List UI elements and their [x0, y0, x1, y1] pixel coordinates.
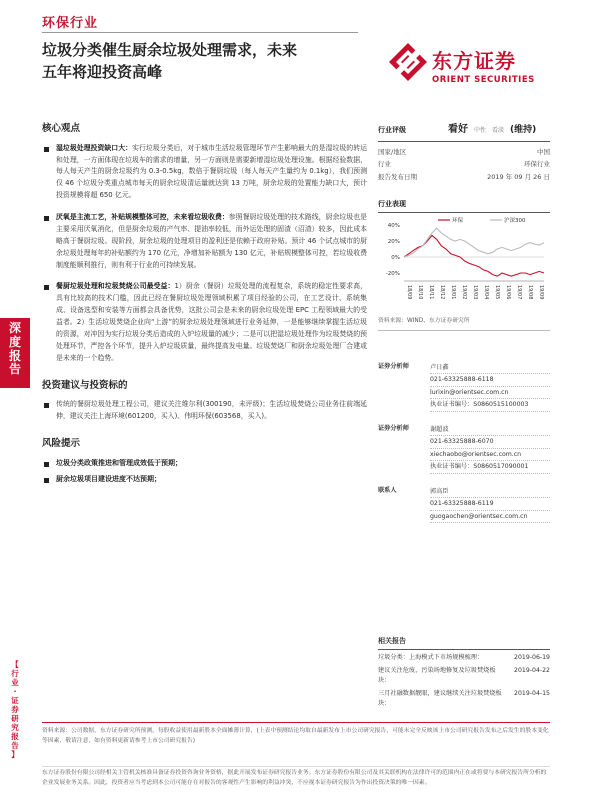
- advice-bullet: 传统的餐厨垃圾处理工程公司，建议关注维尔利(300190，未评级)；生活垃圾焚烧公司业务往前端延伸，建议关注上海环境(601200，买入)、伟明环保(603568，买入)。: [42, 399, 367, 423]
- y-tick-label: 20%: [387, 238, 400, 245]
- x-tick-label: 18/10: [417, 284, 423, 300]
- core-bullet-3: 餐厨垃圾处理和垃圾焚烧公司最受益：1）厨余（餐厨）垃圾处理的流程复杂，系统的稳定性要求高，具有比较高的技术门槛，因此已经在餐厨垃圾处理领域积累了项目经验的公司，在工艺设计、系统集成、设备选型和安装等方面都会具备优势，这批公司会是未来的厨余垃圾处理 EPC 工程领域最大的受益者。2）生活垃圾焚烧企业向“上游”的厨余垃圾处理领域进行业务延伸，一是能够继续掌握生活垃圾的资源，对冲因为实行垃圾分类后造成的入炉垃圾量的减少；二是可以把湿垃圾处理作为垃圾焚烧的预处理环节，严控各个环节，提升入炉垃圾质量，最终提高发电量。垃圾焚烧厂和厨余垃圾处理厂合建或是未来的一个趋势。: [42, 281, 367, 364]
- kv-industry: 行业 环保行业: [378, 160, 550, 169]
- x-tick-label: 18/11: [428, 284, 434, 300]
- core-bullet-2: 厌氧是主流工艺，补贴规模整体可控，未来看垃圾收费：参照餐厨垃圾处理的技术路线，厨余垃圾也是主要采用厌氧消化，但是厨余垃圾的产气率、提油率较低，而外运处理的固渣（沼渣）较多，因此成本略高于餐厨垃圾。现阶段，厨余垃圾的处理项目的盈利还是依赖于政府补贴。预计 46 个试点城市的厨余垃圾处理每年的补贴额约为 170 亿元，净增加补贴额为 130 亿元，补贴规模整体可控，若垃圾收费制度能顺利推行，则有利于行业的可持续发展。: [42, 212, 367, 271]
- y-tick-label: 0%: [391, 254, 400, 261]
- y-tick-label: 40%: [387, 222, 400, 229]
- page-title: 垃圾分类催生厨余垃圾处理需求，未来 五年将迎投资高峰: [42, 41, 298, 81]
- x-tick-label: 19/06: [505, 284, 511, 300]
- legend-label-0: 环保: [452, 217, 464, 224]
- bottom-note: 东方证券股份有限公司经相关主管机关核准具备证券投资咨询业务资格，据此开展发布证券研究报告业务。东方证券股份有限公司及其关联机构在法律许可的范围内正在或将要与本研究报告所分析的企业发展业务关系。因此，投资者应当考虑到本公司可能存在对报告的客观性产生影响的利益冲突，不应视本证券研究报告为作出投资决策的唯一因素。: [42, 766, 550, 788]
- x-tick-label: 19/09: [538, 284, 544, 300]
- header-divider: [42, 32, 358, 33]
- rating-value: 看好: [448, 124, 468, 135]
- contact: 联系人 郭高臣 021-63325888-6119 guogaochen@orientsec.com.cn: [378, 486, 550, 523]
- risk-item-2: 厨余垃圾项目建设进度不达预期；: [42, 474, 367, 485]
- analyst-2: 证券分析师 谢超波 021-63325888-6070 xiechaobo@orientsec.com.cn 执业证书编号：S0860517090001: [378, 424, 550, 474]
- rating-row: 行业评级 看好 中性 看淡 (维持): [378, 122, 550, 142]
- y-tick-label: -20%: [385, 270, 400, 277]
- series-line-1: [404, 228, 544, 257]
- main-column: [42, 122, 367, 489]
- industry-tag: 环保行业: [42, 16, 99, 31]
- legend-label-1: 沪深300: [504, 217, 526, 224]
- analyst-block: [378, 362, 550, 535]
- orient-securities-logo: [388, 38, 563, 98]
- risk-section-title: 风险提示: [42, 438, 81, 450]
- advice-section-title: 投资建议与投资标的: [42, 379, 128, 391]
- performance-chart: [378, 215, 550, 315]
- x-tick-label: 19/07: [516, 284, 522, 300]
- data-disclaimer: 资料来源：公司数据，东方证券研究所预测，每股收益使用最新股本全面摊薄计算，(上表中预测结论均取自最新发布上市公司研究报告，可能未完全反映该上市公司研究报告发布之后发生的股本变化等因素，敬请注意，如有资料更新请参考上市公司研究报告): [42, 722, 550, 746]
- related-item-3[interactable]: 三月社融数据靓眼，建议继续关注垃圾焚烧板块： 2019-04-15: [378, 689, 550, 707]
- x-tick-label: 19/04: [483, 284, 489, 300]
- analyst-1: 证券分析师 卢日鑫 021-63325888-6118 lurixin@orientsec.com.cn 执业证书编号：S0860515100003: [378, 362, 550, 412]
- core-bullet-1: 湿垃圾处理投资缺口大：实行垃圾分类后，对于城市生活垃圾管理环节产生影响最大的是湿垃圾的转运和处理，一方面体现在垃圾车的需求的增量，另一方面则是需要新增湿垃圾处理设施。根据经验数据，每人每天产生的厨余垃圾约为 0.3-0.5kg，数倍于餐厨垃圾（每人每天产生量约为 0.1kg），我们预测仅 46 个垃圾分类重点城市每天的厨余垃圾清运量就达到 13 万吨，厨余垃圾的处置能力缺口大，预计投资规模将超 650 亿元。: [42, 143, 367, 202]
- performance-title: 行业表现: [378, 199, 550, 213]
- diamond-logo-icon: [388, 42, 428, 82]
- x-tick-label: 18/12: [439, 284, 445, 300]
- risk-item-1: 垃圾分类政策推进和管理成效低于预期；: [42, 458, 367, 469]
- related-reports: 相关报告 垃圾分类：上海模式下市场规模梳理： 2019-06-19 建议关注危废、污染场地修复及垃圾焚烧板块： 2019-04-22 三月社融数据靓眼，建议继续关注垃圾焚烧板块： 2019-04-15: [378, 637, 550, 707]
- related-item-2[interactable]: 建议关注危废、污染场地修复及垃圾焚烧板块： 2019-04-22: [378, 666, 550, 684]
- series-line-0: [404, 235, 544, 276]
- core-section-title: 核心观点: [42, 123, 81, 134]
- x-tick-label: 19/03: [472, 284, 478, 300]
- x-tick-label: 19/05: [494, 284, 500, 300]
- kv-region: 国家/地区 中国: [378, 147, 550, 156]
- x-tick-label: 19/01: [450, 284, 456, 300]
- logo-cn-text: 东方证券: [432, 49, 516, 73]
- report-category-vertical: 【 行 业 · 证 券 研 究 报 告 】: [11, 660, 19, 759]
- logo-en-text: ORIENT SECURITIES: [432, 75, 535, 85]
- chart-source: 资料来源：WIND、东方证券研究所: [378, 317, 550, 331]
- related-item-1[interactable]: 垃圾分类：上海模式下市场规模梳理： 2019-06-19: [378, 653, 550, 661]
- x-tick-label: 19/08: [527, 284, 533, 300]
- kv-date: 报告发布日期 2019 年 09 月 26 日: [378, 172, 550, 181]
- report-type-band: 深 度 报 告: [0, 318, 30, 388]
- x-tick-label: 18/09: [406, 284, 412, 300]
- right-column: [378, 122, 550, 331]
- x-tick-label: 19/02: [461, 284, 467, 300]
